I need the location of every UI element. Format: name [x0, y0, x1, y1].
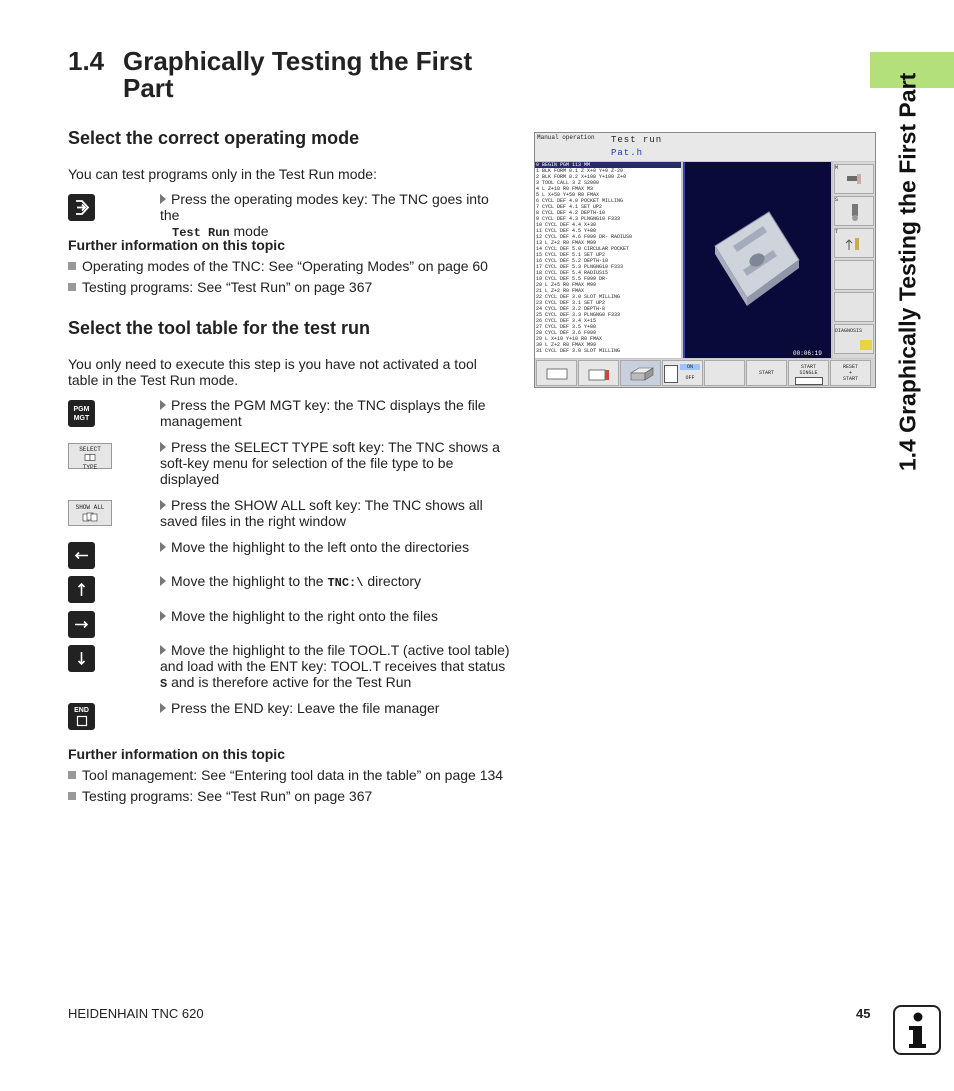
section-title: Graphically Testing the First Part	[123, 46, 473, 103]
files-stack-icon	[81, 512, 99, 522]
off-label: OFF	[685, 375, 695, 381]
graphics-border	[683, 162, 685, 358]
step-arrow-icon	[160, 645, 166, 655]
program-line[interactable]: 23 CYCL DEF 3.1 SET UP2	[536, 300, 606, 306]
program-line[interactable]: 6 CYCL DEF 4.0 POCKET MILLING	[536, 198, 624, 204]
program-line[interactable]: 14 CYCL DEF 5.0 CIRCULAR POCKET	[536, 246, 630, 252]
diagnosis-softkey[interactable]: DIAGNOSIS	[834, 324, 874, 354]
single-block-icon	[795, 377, 823, 385]
arrow-left-icon	[68, 542, 95, 569]
show-all-softkey[interactable]	[68, 500, 112, 526]
bullet-square-icon	[68, 283, 76, 291]
step-file: Move the highlight to the file TOOL.T (active tool table) and load with the ENT key: TOOL.T receives that status S and is therefore active for the Test Run	[160, 642, 510, 691]
program-file-name: Pat.h	[611, 148, 644, 158]
program-line[interactable]: 2 BLK FORM 0.2 X+100 Y+100 Z+0	[536, 174, 627, 180]
side-softkey-t[interactable]: T	[834, 228, 874, 258]
reset-start-softkey[interactable]: RESET + START	[830, 360, 871, 386]
program-line[interactable]: 29 L X+10 Y+10 R0 FMAX	[536, 336, 603, 342]
step-arrow-icon	[160, 442, 166, 452]
tool-heading: Select the tool table for the test run	[68, 318, 371, 338]
program-line[interactable]: 17 CYCL DEF 5.3 PLNGNG10 F333	[536, 264, 624, 270]
tnc-code: TNC:\	[327, 576, 364, 590]
program-line[interactable]: 24 CYCL DEF 3.2 DEPTH-8	[536, 306, 606, 312]
tool-change-icon	[845, 234, 869, 254]
list-item: Testing programs: See “Test Run” on page 367	[68, 279, 372, 295]
tool-further-heading: Further information on this topic	[68, 746, 285, 762]
program-line[interactable]: 16 CYCL DEF 5.2 DEPTH-10	[536, 258, 609, 264]
step-arrow-icon	[160, 576, 166, 586]
softkey-view-1[interactable]	[536, 360, 577, 386]
tool-icon	[845, 170, 865, 188]
step-arrow-icon	[160, 542, 166, 552]
end-key[interactable]	[68, 703, 95, 730]
tnc-screenshot	[534, 132, 876, 388]
softkey-bar	[535, 359, 875, 387]
step-tnc: Move the highlight to the TNC:\ directory	[160, 573, 510, 591]
step-arrow-icon	[160, 400, 166, 410]
arrow-right-key[interactable]	[68, 611, 95, 638]
step-pgm-mgt: Press the PGM MGT key: the TNC displays the file management	[160, 397, 486, 429]
side-softkey-s[interactable]: S	[834, 196, 874, 226]
arrow-down-key[interactable]	[68, 645, 95, 672]
program-line[interactable]: 5 L X+50 Y+50 R0 FMAX	[536, 192, 600, 198]
program-listing[interactable]	[535, 162, 681, 358]
program-line[interactable]: 1 BLK FORM 0.1 Z X+0 Y+0 Z-20	[536, 168, 624, 174]
program-line[interactable]: 0 BEGIN PGM 113 MM	[535, 162, 681, 168]
program-line[interactable]: 8 CYCL DEF 4.2 DEPTH-10	[536, 210, 606, 216]
softkey-view-3d[interactable]	[620, 360, 661, 386]
workpiece-graphic	[683, 162, 831, 358]
spindle-icon	[845, 202, 865, 222]
run-time: 00:06:19	[793, 350, 822, 357]
arrow-right-icon	[68, 611, 95, 638]
manual-operation-label: Manual operation	[537, 134, 595, 141]
start-single-softkey[interactable]: START SINGLE	[788, 360, 829, 386]
program-line[interactable]: 10 CYCL DEF 4.4 X+30	[536, 222, 597, 228]
mode-step: Press the operating modes key: The TNC goes into the Test Run mode	[160, 191, 489, 240]
softkey-blank[interactable]	[704, 360, 745, 386]
list-item: Testing programs: See “Test Run” on page 367	[68, 788, 372, 804]
step-end: Press the END key: Leave the file manager	[160, 700, 510, 716]
test-run-code: Test Run	[172, 226, 230, 240]
pgm-mgt-label: PGM MGT	[73, 406, 90, 422]
list-item: Operating modes of the TNC: See “Operating Modes” on page 60	[68, 258, 488, 274]
step-arrow-icon	[160, 611, 166, 621]
three-planes-icon	[586, 364, 612, 384]
select-label: SELECT	[79, 446, 101, 453]
vertical-title-text: 1.4 Graphically Testing the First Part	[894, 72, 921, 472]
pen-icon	[664, 365, 678, 383]
side-softkeys	[833, 162, 875, 358]
screen-header	[535, 133, 875, 161]
3d-view-icon	[627, 365, 655, 383]
simulation-graphics	[683, 162, 831, 358]
program-line[interactable]: 9 CYCL DEF 4.3 PLNGNG10 F333	[536, 216, 621, 222]
arrow-down-icon	[68, 645, 95, 672]
footer-brand: HEIDENHAIN TNC 620	[68, 1006, 204, 1021]
mode-heading: Select the correct operating mode	[68, 128, 360, 148]
page-number: 45	[856, 1006, 871, 1021]
step-arrow-icon	[160, 703, 166, 713]
arrow-up-key[interactable]	[68, 576, 95, 603]
pgm-mgt-key[interactable]	[68, 400, 95, 427]
info-icon	[893, 1005, 941, 1055]
step-select-type: Press the SELECT TYPE soft key: The TNC shows a soft-key menu for selection of the file type to be displayed	[160, 439, 500, 487]
tool-intro: You only need to execute this step is you have not activated a tool table in the Test Run mode.	[68, 356, 477, 388]
bullet-square-icon	[68, 262, 76, 270]
step-show-all: Press the SHOW ALL soft key: The TNC shows all saved files in the right window	[160, 497, 483, 529]
end-label: END	[74, 707, 89, 714]
show-all-label: SHOW ALL	[75, 504, 105, 511]
program-line[interactable]: 7 CYCL DEF 4.1 SET UP2	[536, 204, 603, 210]
mode-intro: You can test programs only in the Test Run mode:	[68, 166, 377, 182]
select-type-softkey[interactable]	[68, 443, 112, 469]
arrow-up-icon	[68, 576, 95, 603]
info-i-icon	[895, 1007, 939, 1053]
plan-view-icon	[545, 367, 569, 381]
list-item: Tool management: See “Entering tool data in the table” on page 134	[68, 767, 503, 783]
files-icon	[83, 454, 97, 461]
side-softkey-m[interactable]: M	[834, 164, 874, 194]
step-arrow-icon	[160, 194, 166, 204]
program-line[interactable]: 15 CYCL DEF 5.1 SET UP2	[536, 252, 606, 258]
program-line[interactable]: 12 CYCL DEF 4.6 F999 DR- RADIUS0	[536, 234, 633, 240]
step-right: Move the highlight to the right onto the files	[160, 608, 510, 624]
program-line[interactable]: 28 CYCL DEF 3.6 F999	[536, 330, 597, 336]
bullet-square-icon	[68, 792, 76, 800]
page-title	[68, 48, 508, 102]
section-number: 1.4	[68, 46, 105, 76]
start-softkey[interactable]: START	[746, 360, 787, 386]
bullet-square-icon	[68, 771, 76, 779]
program-line[interactable]: 3 TOOL CALL 3 Z S2000	[536, 180, 600, 186]
mode-further-heading: Further information on this topic	[68, 237, 285, 253]
softkey-view-2[interactable]	[578, 360, 619, 386]
program-line[interactable]: 31 CYCL DEF 3.0 SLOT MILLING	[536, 348, 621, 354]
program-line[interactable]: 21 L Z+2 R0 FMAX	[536, 288, 585, 294]
diagnosis-icon	[859, 339, 873, 351]
step-left: Move the highlight to the left onto the directories	[160, 539, 510, 555]
status-code: S	[160, 677, 168, 691]
program-line[interactable]: 30 L Z+2 R0 FMAX M99	[536, 342, 597, 348]
on-label: ON	[680, 364, 700, 370]
operating-mode-key[interactable]	[68, 194, 95, 221]
side-softkey-blank[interactable]	[834, 260, 874, 290]
program-line[interactable]: 13 L Z+2 R0 FMAX M99	[536, 240, 597, 246]
program-line[interactable]: 19 CYCL DEF 5.5 F999 DR-	[536, 276, 609, 282]
program-line[interactable]: 20 L Z+5 R0 FMAX M99	[536, 282, 597, 288]
program-line[interactable]: 11 CYCL DEF 4.5 Y+80	[536, 228, 597, 234]
mode-arrow-icon	[68, 194, 95, 221]
test-run-label: Test run	[611, 135, 663, 145]
program-line[interactable]: 25 CYCL DEF 3.3 PLNGNG0 F333	[536, 312, 621, 318]
program-line[interactable]: 18 CYCL DEF 5.4 RADIUS15	[536, 270, 609, 276]
type-label: TYPE	[82, 464, 98, 471]
program-line[interactable]: 22 CYCL DEF 3.0 SLOT MILLING	[536, 294, 621, 300]
side-softkey-blank-2[interactable]	[834, 292, 874, 322]
program-line[interactable]: 4 L Z+10 R0 FMAX M3	[536, 186, 594, 192]
arrow-left-key[interactable]	[68, 542, 95, 569]
square-icon	[76, 715, 88, 727]
softkey-on-off[interactable]	[662, 360, 703, 386]
step-arrow-icon	[160, 500, 166, 510]
program-line[interactable]: 26 CYCL DEF 3.4 X+15	[536, 318, 597, 324]
program-line[interactable]: 27 CYCL DEF 3.5 Y+80	[536, 324, 597, 330]
